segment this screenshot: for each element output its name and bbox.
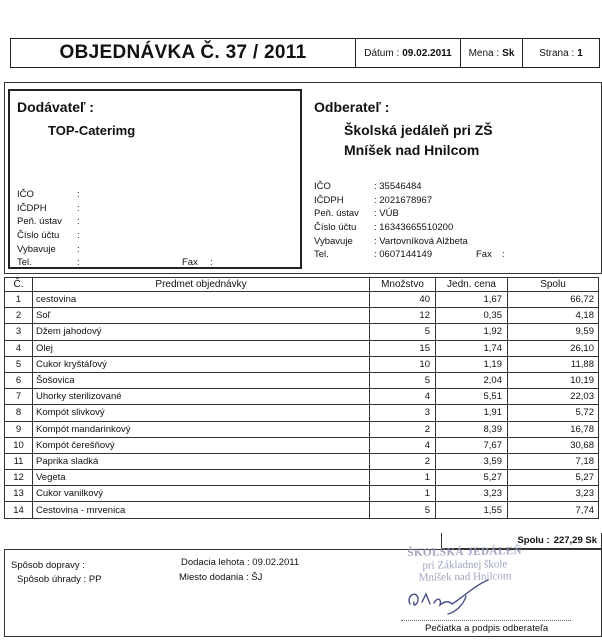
customer-field-value: : 16343665510200 (374, 222, 454, 234)
stamp-line3: Mníšek nad Hnilcom (418, 570, 512, 584)
table-row (5, 308, 599, 324)
items-table (4, 277, 599, 519)
table-row (5, 292, 599, 308)
row-number: 9 (5, 421, 33, 437)
table-row (5, 486, 599, 502)
customer-field-row (314, 207, 468, 221)
customer-field-label: Vybavuje (314, 235, 353, 247)
page-label: Strana : (539, 47, 575, 59)
supplier-field-colon: : (77, 230, 80, 242)
currency-label: Mena : (468, 47, 500, 59)
customer-box (310, 89, 598, 269)
supplier-fax-label: Fax (182, 257, 198, 269)
customer-field-label: Tel. (314, 249, 329, 261)
row-number: 11 (5, 453, 33, 469)
table-row (5, 372, 599, 388)
row-item: Soľ (33, 308, 370, 324)
customer-field-label: Peň. ústav (314, 208, 359, 220)
customer-field-label: IČDPH (314, 194, 344, 206)
row-quantity: 4 (370, 389, 436, 405)
supplier-fax-colon: : (210, 257, 213, 269)
payment-method: Spôsob úhrady : PP (17, 574, 102, 585)
customer-field-value: : 35546484 (374, 181, 422, 193)
table-row (5, 421, 599, 437)
currency-value: Sk (502, 47, 515, 59)
row-item: Džem jahodový (33, 324, 370, 340)
customer-field-value: : VÚB (374, 208, 399, 220)
customer-fields (314, 180, 505, 262)
customer-field-label: IČO (314, 181, 331, 193)
stamp-line1: ŠKOLSKÁ JEDÁLEŇ (407, 545, 523, 560)
table-row (5, 470, 599, 486)
supplier-field-label: Číslo účtu (17, 230, 60, 242)
row-total: 22,03 (508, 389, 599, 405)
supplier-field-label: Peň. ústav (17, 216, 62, 228)
row-total: 7,74 (508, 502, 599, 518)
row-total: 5,72 (508, 405, 599, 421)
signature-line (401, 620, 571, 621)
supplier-box (8, 89, 302, 269)
row-unit-price: 1,74 (436, 340, 508, 356)
row-total: 5,27 (508, 470, 599, 486)
page-value: 1 (577, 47, 583, 59)
row-quantity: 5 (370, 372, 436, 388)
date-cell (356, 39, 461, 67)
grand-total-value: 227,29 Sk (553, 535, 597, 546)
grand-total-label: Spolu : (517, 535, 550, 546)
customer-field-value: : Vartovníková Alžbeta (374, 235, 468, 247)
currency-cell (461, 39, 523, 67)
row-quantity: 12 (370, 308, 436, 324)
row-item: Vegeta (33, 470, 370, 486)
row-total: 30,68 (508, 437, 599, 453)
column-header-unit-price: Jedn. cena (436, 278, 508, 292)
table-header-row (5, 278, 599, 292)
row-quantity: 2 (370, 421, 436, 437)
column-header-quantity: Množstvo (370, 278, 436, 292)
customer-name-line2: Mníšek nad Hnilcom (344, 142, 480, 158)
row-total: 4,18 (508, 308, 599, 324)
parties-section (4, 82, 602, 274)
supplier-field-row (17, 202, 85, 216)
row-number: 13 (5, 486, 33, 502)
supplier-heading: Dodávateľ : (17, 99, 94, 115)
supplier-field-label: Vybavuje (17, 243, 56, 255)
supplier-field-label: Tel. (17, 257, 32, 269)
customer-fax-label: Fax (476, 249, 492, 261)
row-quantity: 1 (370, 470, 436, 486)
row-item: Kompót slivkový (33, 405, 370, 421)
row-quantity: 10 (370, 356, 436, 372)
table-row (5, 502, 599, 518)
table-row (5, 340, 599, 356)
row-quantity: 1 (370, 486, 436, 502)
supplier-field-row (17, 242, 85, 256)
row-unit-price: 1,19 (436, 356, 508, 372)
row-number: 10 (5, 437, 33, 453)
row-quantity: 5 (370, 324, 436, 340)
date-value: 09.02.2011 (402, 47, 452, 59)
row-number: 7 (5, 389, 33, 405)
table-row (5, 356, 599, 372)
row-item: Kompót čerešňový (33, 437, 370, 453)
supplier-field-label: IČDPH (17, 202, 47, 214)
shipping-method: Spôsob dopravy : (11, 560, 85, 571)
row-item: cestovina (33, 292, 370, 308)
supplier-field-colon: : (77, 243, 80, 255)
delivery-deadline: Dodacia lehota : 09.02.2011 (181, 557, 300, 568)
supplier-field-colon: : (77, 257, 80, 269)
row-unit-price: 2,04 (436, 372, 508, 388)
customer-field-value: : 2021678967 (374, 194, 433, 206)
row-unit-price: 1,92 (436, 324, 508, 340)
supplier-field-label: IČO (17, 189, 34, 201)
customer-field-value: : 0607144149 (374, 249, 433, 261)
row-item: Paprika sladká (33, 453, 370, 469)
handwritten-signature (404, 578, 504, 618)
customer-name-line1: Školská jedáleň pri ZŠ (344, 122, 493, 138)
row-unit-price: 7,67 (436, 437, 508, 453)
customer-heading: Odberateľ : (314, 99, 390, 115)
column-header-total: Spolu (508, 278, 599, 292)
row-number: 4 (5, 340, 33, 356)
page-cell (523, 39, 599, 67)
row-number: 8 (5, 405, 33, 421)
row-total: 66,72 (508, 292, 599, 308)
supplier-field-colon: : (77, 216, 80, 228)
row-total: 7,18 (508, 453, 599, 469)
row-total: 16,78 (508, 421, 599, 437)
signature-caption: Pečiatka a podpis odberateľa (425, 623, 549, 634)
customer-field-row (314, 180, 468, 194)
row-total: 26,10 (508, 340, 599, 356)
row-total: 3,23 (508, 486, 599, 502)
date-label: Dátum : (364, 47, 400, 59)
supplier-field-row (17, 229, 85, 243)
row-quantity: 2 (370, 453, 436, 469)
row-item: Šošovica (33, 372, 370, 388)
row-quantity: 5 (370, 502, 436, 518)
table-row (5, 437, 599, 453)
supplier-name: TOP-Caterimg (48, 123, 136, 138)
row-number: 12 (5, 470, 33, 486)
row-number: 6 (5, 372, 33, 388)
row-unit-price: 8,39 (436, 421, 508, 437)
row-unit-price: 3,23 (436, 486, 508, 502)
row-number: 14 (5, 502, 33, 518)
customer-field-row (314, 194, 468, 208)
table-row (5, 324, 599, 340)
supplier-field-row (17, 188, 85, 202)
customer-field-row (314, 248, 505, 262)
supplier-field-row (17, 256, 213, 270)
row-unit-price: 1,91 (436, 405, 508, 421)
row-quantity: 3 (370, 405, 436, 421)
row-quantity: 40 (370, 292, 436, 308)
supplier-field-colon: : (77, 202, 80, 214)
row-number: 5 (5, 356, 33, 372)
row-total: 9,59 (508, 324, 599, 340)
row-total: 11,88 (508, 356, 599, 372)
customer-field-row (314, 221, 468, 235)
supplier-field-row (17, 215, 85, 229)
row-item: Uhorky sterilizované (33, 389, 370, 405)
document-header (10, 38, 600, 68)
table-row (5, 453, 599, 469)
row-item: Cestovina - mrvenica (33, 502, 370, 518)
stamp-line2: pri Základnej škole (422, 557, 508, 572)
row-quantity: 4 (370, 437, 436, 453)
table-row (5, 405, 599, 421)
row-unit-price: 5,51 (436, 389, 508, 405)
row-total: 10,19 (508, 372, 599, 388)
row-unit-price: 1,67 (436, 292, 508, 308)
document-title: OBJEDNÁVKA Č. 37 / 2011 (11, 39, 356, 67)
customer-field-label: Číslo účtu (314, 222, 357, 234)
row-number: 2 (5, 308, 33, 324)
supplier-field-colon: : (77, 189, 80, 201)
row-number: 3 (5, 324, 33, 340)
row-item: Cukor vanilkový (33, 486, 370, 502)
row-unit-price: 1,55 (436, 502, 508, 518)
row-item: Olej (33, 340, 370, 356)
row-unit-price: 3,59 (436, 453, 508, 469)
customer-field-row (314, 234, 468, 248)
column-header-item: Predmet objednávky (33, 278, 370, 292)
row-number: 1 (5, 292, 33, 308)
row-quantity: 15 (370, 340, 436, 356)
row-unit-price: 5,27 (436, 470, 508, 486)
table-body (5, 292, 599, 519)
column-header-number: Č. (5, 278, 33, 292)
row-item: Kompót mandarinkový (33, 421, 370, 437)
table-row (5, 389, 599, 405)
customer-fax-value: : (502, 249, 505, 261)
delivery-place: Miesto dodania : ŠJ (179, 572, 263, 583)
row-unit-price: 0,35 (436, 308, 508, 324)
row-item: Cukor kryštáľový (33, 356, 370, 372)
supplier-fields (17, 188, 213, 270)
